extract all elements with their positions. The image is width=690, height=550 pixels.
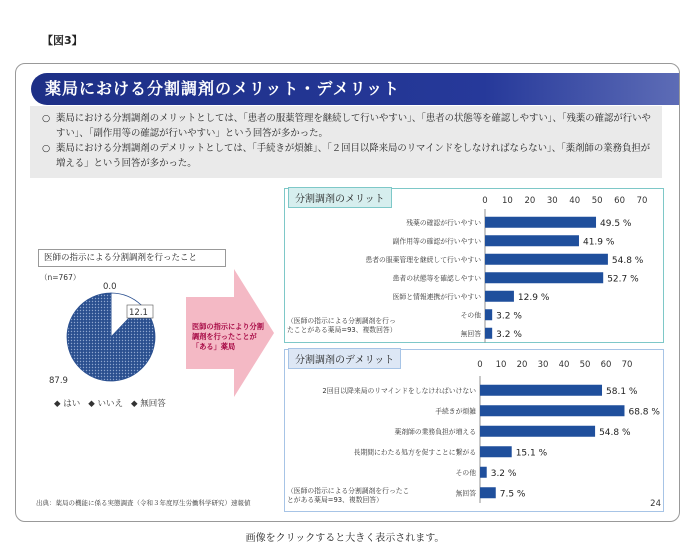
bar-value-label: 41.9 %	[582, 237, 615, 248]
bar	[485, 272, 603, 283]
bar	[485, 235, 579, 246]
summary-point	[38, 141, 654, 171]
bar-value-label: 3.2 %	[496, 311, 522, 322]
bar	[480, 385, 602, 396]
legend-item-yes: ◆ はい	[54, 399, 81, 409]
legend-label: 無回答	[140, 399, 166, 409]
tick-label: 0	[482, 196, 488, 206]
pie-legend	[54, 397, 166, 409]
source-note: 出典：薬局の機能に係る実態調査（令和３年度厚生労働科学研究）速報値	[36, 499, 251, 507]
bullet-mark: ○	[42, 143, 51, 154]
bar	[480, 426, 595, 437]
bar-value-label: 3.2 %	[490, 468, 517, 479]
summary-text: 薬局における分割調剤のデメリットとしては、「手続きが煩雑」、「２回目以降来局のリマインドをしなければならない」、「薬剤師の業務負担が増える」という回答が多かった。	[56, 143, 651, 169]
tick-label: 60	[600, 360, 612, 370]
tick-label: 10	[495, 360, 507, 370]
category-label: 2回目以降来局のリマインドをしなければいけない	[322, 386, 476, 395]
arrow-text: 医師の指示により分割調剤を行ったことが「ある」薬局	[192, 322, 264, 351]
legend-label: いいえ	[97, 399, 124, 409]
bar-value-label: 68.8 %	[628, 407, 660, 418]
tick-label: 50	[579, 360, 591, 370]
bar	[485, 217, 596, 228]
category-label: その他	[455, 468, 476, 477]
bar-value-label: 52.7 %	[607, 274, 639, 285]
category-label: 無回答	[455, 489, 476, 498]
page-number: 24	[650, 499, 661, 509]
summary-box	[30, 106, 662, 178]
demerit-panel	[284, 349, 664, 512]
pie-svg	[46, 282, 176, 392]
bar-value-label: 54.8 %	[599, 427, 631, 438]
legend-item-none: ◆ 無回答	[131, 399, 166, 409]
category-label: 薬剤師の業務負担が増える	[394, 427, 476, 436]
figure-label: 【図3】	[42, 34, 83, 47]
tick-label: 20	[516, 360, 528, 370]
bar-value-label: 49.5 %	[600, 218, 632, 229]
slide-image[interactable]	[15, 63, 680, 522]
tick-label: 30	[537, 360, 549, 370]
bar	[485, 254, 608, 265]
pie-chart	[46, 282, 176, 392]
legend-label: はい	[63, 399, 81, 409]
bar	[485, 291, 514, 302]
merit-panel	[284, 188, 664, 343]
bar	[480, 405, 624, 416]
legend-item-no: ◆ いいえ	[88, 399, 124, 409]
bar-value-label: 12.9 %	[517, 292, 550, 303]
bar-value-label: 3.2 %	[496, 329, 522, 340]
tick-label: 20	[524, 196, 536, 206]
bar-value-label: 58.1 %	[606, 386, 638, 397]
bar	[480, 446, 512, 457]
category-label: 医師と情報連携が行いやすい	[392, 292, 481, 301]
bar-value-label: 54.8 %	[611, 255, 644, 266]
merit-note: （医師の指示による分割調剤を行ったことがある薬局=93、複数回答）	[287, 317, 397, 334]
bar	[485, 328, 492, 339]
pie-n-label: （n=767）	[40, 273, 81, 282]
tick-label: 30	[546, 196, 558, 206]
bar-value-label: 7.5 %	[499, 489, 526, 500]
category-label: 手続きが煩雑	[435, 407, 476, 416]
pie-subtitle: 医師の指示による分割調剤を行ったこと	[38, 249, 226, 267]
category-label: 副作用等の確認が行いやすい	[392, 237, 481, 246]
slide-title: 薬局における分割調剤のメリット・デメリット	[31, 73, 679, 105]
summary-point	[38, 111, 654, 141]
tick-label: 70	[636, 196, 648, 206]
tick-label: 60	[614, 196, 625, 206]
pie-value-label: 87.9	[49, 376, 68, 386]
category-label: 長期間にわたる処方を促すことに繋がる	[353, 448, 476, 457]
click-caption: 画像をクリックすると大きく表示されます。	[245, 533, 445, 544]
demerit-title: 分割調剤のデメリット	[288, 348, 401, 369]
category-label: 無回答	[460, 329, 481, 338]
bar-value-label: 15.1 %	[515, 448, 548, 459]
category-label: 患者の服薬管理を継続して行いやすい	[365, 255, 481, 264]
bullet-mark: ○	[42, 113, 51, 124]
summary-text: 薬局における分割調剤のメリットとしては、「患者の服薬管理を継続して行いやすい」、「患者の状態等を確認しやすい」、「残薬の確認が行いやすい」、「副作用等の確認が行いやすい」という回答が多かった。	[56, 113, 651, 139]
tick-label: 70	[621, 360, 633, 370]
pie-value-label: 0.0	[103, 282, 117, 292]
bar	[485, 309, 492, 320]
bar	[480, 467, 487, 478]
category-label: その他	[460, 311, 481, 320]
category-label: 残薬の確認が行いやすい	[406, 218, 481, 227]
tick-label: 40	[569, 196, 581, 206]
bar	[480, 487, 496, 498]
tick-label: 40	[558, 360, 570, 370]
tick-label: 50	[591, 196, 603, 206]
merit-title: 分割調剤のメリット	[288, 187, 392, 208]
pie-value-label: 12.1	[129, 308, 148, 318]
tick-label: 10	[502, 196, 513, 206]
demerit-note: （医師の指示による分割調剤を行ったことがある薬局=93、複数回答）	[287, 487, 410, 504]
category-label: 患者の状態等を確認しやすい	[392, 274, 481, 283]
tick-label: 0	[477, 360, 483, 370]
